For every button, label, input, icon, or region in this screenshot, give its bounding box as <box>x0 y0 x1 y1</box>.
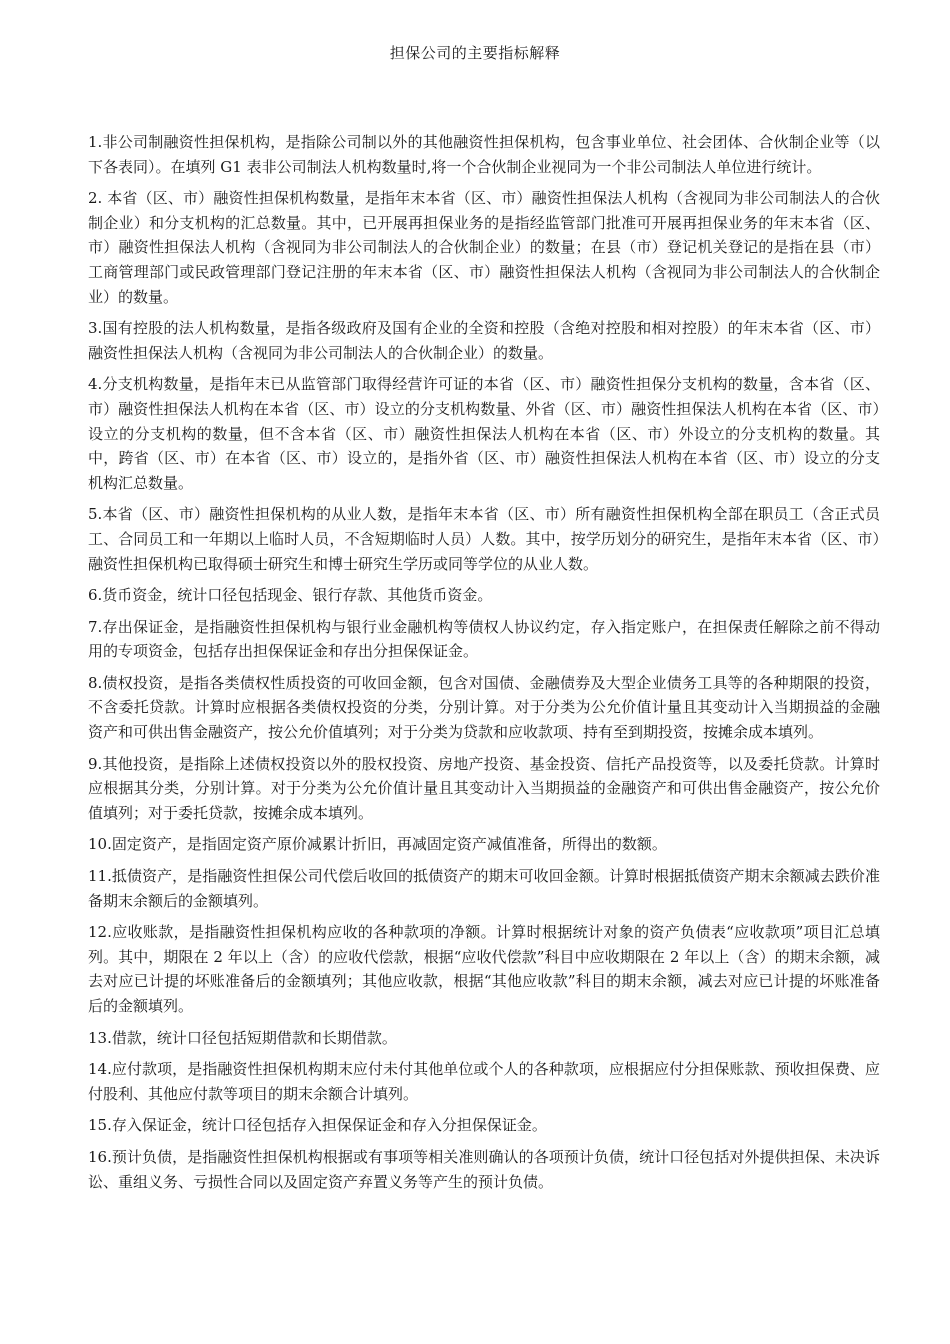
document-title: 担保公司的主要指标解释 <box>389 44 561 62</box>
paragraph-14: 14.应付款项，是指融资性担保机构期末应付未付其他单位或个人的各种款项，应根据应付分担保账款、预收担保费、应付股利、其他应付款等项目的期末余额合计填列。 <box>88 1060 880 1103</box>
paragraph-8: 8.债权投资，是指各类债权性质投资的可收回金额，包含对国债、金融债券及大型企业债务工具等的各种期限的投资，不含委托贷款。计算时应根据各类债权投资的分类，分别计算。对于分类为公允价值计量且其变动计入当期损益的金融资产和可供出售金融资产，按公允价值填列；对于分类为贷款和应收款项、持有至到期投资，按摊余成本填列。 <box>88 673 880 742</box>
paragraph-10: 10.固定资产，是指固定资产原价减累计折旧，再减固定资产减值准备，所得出的数额。 <box>88 835 667 854</box>
paragraph-15: 15.存入保证金，统计口径包括存入担保保证金和存入分担保保证金。 <box>88 1116 547 1135</box>
paragraph-7: 7.存出保证金，是指融资性担保机构与银行业金融机构等债权人协议约定，存入指定账户，在担保责任解除之前不得动用的专项资金，包括存出担保保证金和存出分担保保证金。 <box>88 617 880 661</box>
paragraph-13: 13.借款，统计口径包括短期借款和长期借款。 <box>88 1028 397 1047</box>
paragraph-6: 6.货币资金，统计口径包括现金、银行存款、其他货币资金。 <box>88 586 493 605</box>
paragraph-16: 16.预计负债，是指融资性担保机构根据或有事项等相关准则确认的各项预计负债，统计口径包括对外提供担保、未决诉讼、重组义务、亏损性合同以及固定资产弃置义务等产生的预计负债。 <box>88 1147 880 1191</box>
paragraph-11: 11.抵债资产，是指融资性担保公司代偿后收回的抵债资产的期末可收回金额。计算时根据抵债资产期末余额减去跌价准备期末余额后的金额填列。 <box>88 867 880 910</box>
paragraph-3: 3.国有控股的法人机构数量，是指各级政府及国有企业的全资和控股（含绝对控股和相对控股）的年末本省（区、市）融资性担保法人机构（含视同为非公司制法人的合伙制企业）的数量。 <box>88 319 880 362</box>
paragraph-5: 5.本省（区、市）融资性担保机构的从业人数，是指年末本省（区、市）所有融资性担保机构全部在职员工（含正式员工、合同员工和一年期以上临时人员，不含短期临时人员）人数。其中，按学历划分的研究生，是指年末本省（区、市）融资性担保机构已取得硕士研究生和博士研究生学历或同等学位的从业人数。 <box>88 505 880 573</box>
paragraph-4: 4.分支机构数量，是指年末已从监管部门取得经营许可证的本省（区、市）融资性担保分支机构的数量，含本省（区、市）融资性担保法人机构在本省（区、市）设立的分支机构数量、外省（区、市）融资性担保法人机构在本省（区、市）设立的分支机构的数量，但不含本省（区、市）融资性担保法人机构在本省（区、市）外设立的分支机构的数量。其中，跨省（区、市）在本省（区、市）设立的，是指外省（区、市）融资性担保法人机构在本省（区、市）设立的分支机构汇总数量。 <box>88 375 880 492</box>
paragraph-1: 1.非公司制融资性担保机构，是指除公司制以外的其他融资性担保机构，包含事业单位、社会团体、合伙制企业等（以下各表同）。在填列 G1 表非公司制法人机构数量时,将一个合伙制企业视同为一个非公司制法人单位进行统计。 <box>88 133 880 176</box>
paragraph-9: 9.其他投资，是指除上述债权投资以外的股权投资、房地产投资、基金投资、信托产品投资等，以及委托贷款。计算时应根据其分类，分别计算。对于分类为公允价值计量且其变动计入当期损益的金融资产和可供出售金融资产，按公允价值填列；对于委托贷款，按摊余成本填列。 <box>88 754 880 822</box>
document-body <box>88 130 880 1201</box>
paragraph-2: 2. 本省（区、市）融资性担保机构数量，是指年末本省（区、市）融资性担保法人机构（含视同为非公司制法人的合伙制企业）和分支机构的汇总数量。其中，已开展再担保业务的是指经监管部门批准可开展再担保业务的年末本省（区、市）融资性担保法人机构（含视同为非公司制法人的合伙制企业）的数量；在县（市）登记机关登记的是指在县（市）工商管理部门或民政管理部门登记注册的年末本省（区、市）融资性担保法人机构（含视同为非公司制法人的合伙制企业）的数量。 <box>88 189 880 306</box>
paragraph-12: 12.应收账款，是指融资性担保机构应收的各种款项的净额。计算时根据统计对象的资产负债表“应收款项”项目汇总填列。其中，期限在 2 年以上（含）的应收代偿款，根据“应收代偿款”科目中应收期限在 2 年以上（含）的期末余额，减去对应已计提的坏账准备后的金额填列；其他应收款，根据“其他应收款”科目的期末余额，减去对应已计提的坏账准备后的金额填列。 <box>88 923 880 1015</box>
